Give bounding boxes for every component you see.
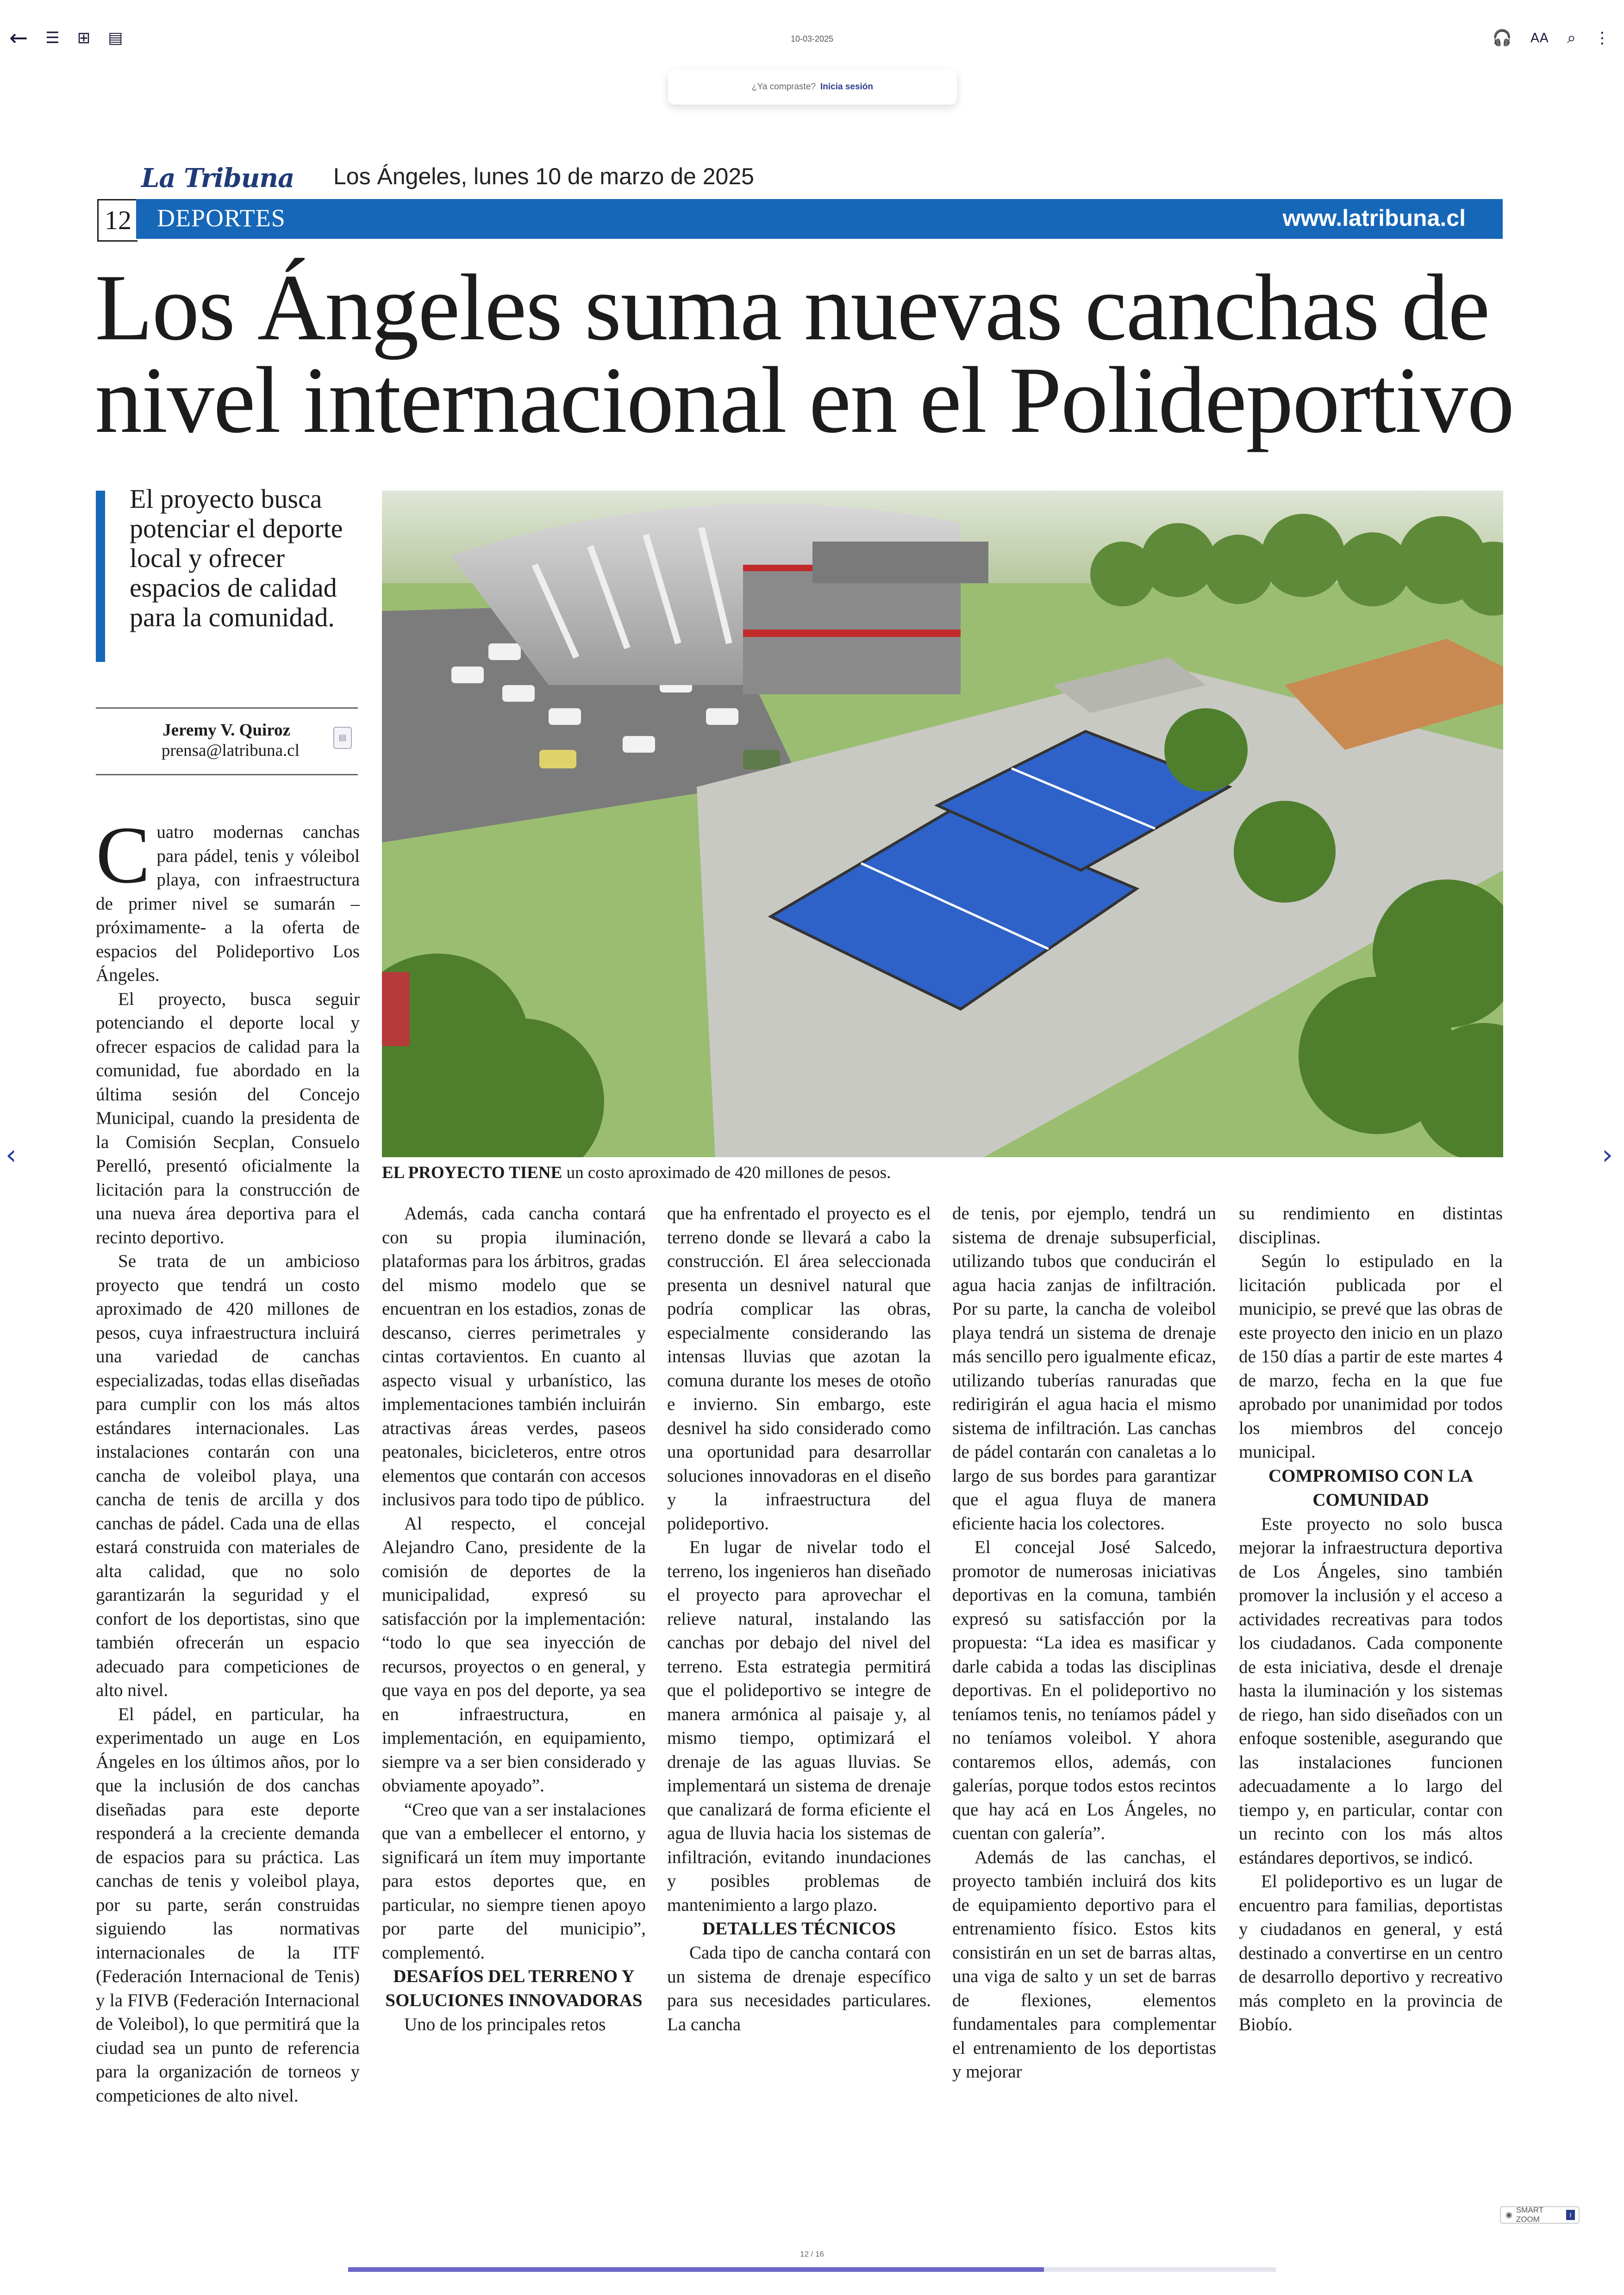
paragraph: Uno de los principales retos	[404, 2014, 606, 2034]
smart-zoom-toggle[interactable]	[1500, 2206, 1580, 2224]
login-link[interactable]: Inicia sesión	[820, 82, 874, 92]
article-column-1	[96, 810, 360, 2108]
photo-caption	[382, 1163, 1502, 1183]
sports-complex-rendering	[382, 491, 1503, 1157]
paragraph: su rendimiento en distintas disciplinas.	[1239, 1204, 1503, 1247]
byline-rule-bottom	[96, 774, 358, 775]
section-name: DEPORTES	[157, 204, 286, 232]
edition-date: 10-03-2025	[790, 34, 834, 44]
article-headline: Los Ángeles suma nuevas canchas de nivel internacional en el Polideportivo	[95, 255, 1514, 453]
caption-text: un costo aproximado de 420 millones de pesos.	[562, 1163, 891, 1182]
paragraph: El polideportivo es un lugar de encuentro para familias, deportistas y ciudadanos en general, y está destinado a convertirse en un centro de desarrollo deportivo y recreativo más completo en la provincia de Biobío.	[1239, 1871, 1503, 2034]
paragraph: En lugar de nivelar todo el terreno, los ingenieros han diseñado el proyecto para aprovechar el relieve natural, instalando las canchas por debajo del nivel del terreno. Esta estrategia permitirá que el polideportivo se integre de manera armónica al paisaje y, al mismo tiempo, optimizará el drenaje de las aguas lluvias. Se implementará un sistema de drenaje que canalizará de forma eficiente el agua de lluvia hacia los sistemas de infiltración, evitando inundaciones y posibles problemas de mantenimiento a largo plazo.	[667, 1537, 931, 1915]
section-subhead: DESAFÍOS DEL TERRENO Y SOLUCIONES INNOVADORAS	[385, 1966, 643, 2010]
list-icon[interactable]: ☰	[45, 29, 60, 47]
document-icon[interactable]: ▤	[333, 727, 352, 749]
article-column-4	[952, 1202, 1216, 2084]
paragraph: Se trata de un ambicioso proyecto que tendrá un costo aproximado de 420 millones de pesos, cuya infraestructura incluirá una variedad de canchas especializadas, todas ellas diseñadas para cumplir con los más altos estándares internacionales. Las instalaciones contarán con una cancha de voleibol playa, una cancha de tenis de arcilla y dos canchas de pádel. Cada una de ellas estará construida con materiales de alta calidad, que no solo garantizarán la seguridad y el confort de los deportistas, sino que también ofrecerán un espacio adecuado para competiciones de alto nivel.	[96, 1251, 360, 1700]
paragraph: de tenis, por ejemplo, tendrá un sistema de drenaje subsuperficial, utilizando tubos que conducirán el agua hacia zanjas de infiltración. Por su parte, la cancha de voleibol playa tendrá un sistema de drenaje más sencillo pero igualmente eficaz, utilizando tuberías ranuradas que redirigirán el agua hacia el mismo sistema de infiltración. Las canchas de pádel contarán con canaletas a lo largo de sus bordes para garantizar que el agua fluya de manera eficiente hacia los colectores.	[952, 1204, 1216, 1534]
website-url: www.latribuna.cl	[1282, 205, 1466, 231]
article-column-5	[1239, 1202, 1503, 2037]
next-page-arrow-icon[interactable]: ›	[1602, 1139, 1613, 1171]
smart-zoom-label: SMART ZOOM	[1516, 2206, 1543, 2224]
page-number: 12	[97, 199, 137, 242]
search-icon[interactable]: ⌕	[1567, 29, 1576, 47]
arrow-left-icon[interactable]: ←	[9, 25, 28, 51]
page-counter: 12 / 16	[800, 2250, 824, 2258]
paragraph: Cuatro modernas canchas para pádel, tenis y vóleibol playa, con infraestructura de primer nivel se sumarán –próximamente- a la oferta de espacios del Polideportivo Los Ángeles.	[96, 810, 360, 985]
article-deck: El proyecto busca potenciar el deporte local y ofrecer espacios de calidad para la comunidad.	[130, 484, 343, 632]
paragraph: Además de las canchas, el proyecto también incluirá dos kits de equipamiento deportivo para el entrenamiento físico. Estos kits consistirán en un set de barras altas, una viga de salto y un set de barras de flexiones, elementos fundamentales para complementar el entrenamiento de los deportistas y mejorar	[952, 1847, 1216, 2082]
paragraph: Al respecto, el concejal Alejandro Cano, presidente de la comisión de deportes de la municipalidad, expresó su satisfacción por la implementación: “todo lo que sea inyección de recursos, proyectos o en general, y que vaya en pos del deporte, ya sea en infraestructura, en implementación, en equipamiento, siempre va a ser bien considerado y obviamente apoyado”.	[382, 1513, 646, 1796]
caption-lead: EL PROYECTO TIENE	[382, 1163, 562, 1182]
paragraph: Este proyecto no solo busca mejorar la infraestructura deportiva de Los Ángeles, sino también promover la inclusión y el acceso a actividades recreativas para todos los ciudadanos. Cada componente de esta iniciativa, desde el drenaje hasta la iluminación y los sistemas de riego, han sido diseñados con un enfoque sostenible, asegurando que las instalaciones funcionen adecuadamente a lo largo del tiempo y, en particular, contar con un recinto con los más altos estándares deportivos, se indicó.	[1239, 1514, 1503, 1868]
author-name: Jeremy V. Quiroz	[162, 721, 290, 740]
section-bar	[136, 199, 1503, 239]
article-icon[interactable]: ▤	[108, 29, 123, 47]
byline-rule-top	[96, 707, 358, 709]
login-prompt: ¿Ya compraste?	[751, 82, 816, 92]
previous-page-arrow-icon[interactable]: ‹	[6, 1139, 17, 1171]
more-icon[interactable]: ⋮	[1594, 29, 1610, 47]
paragraph: Además, cada cancha contará con su propia iluminación, plataformas para los árbitros, gradas del mismo modelo que se encuentran en los estadios, zonas de descanso, cierres perimetrales y cintas cortavientos. En cuanto al aspecto visual y urbanístico, las implementaciones también incluirán atractivas áreas verdes, paseos peatonales, bicicleteros, entre otros elementos que contarán con accesos inclusivos para todo tipo de público.	[382, 1204, 646, 1509]
paragraph: Cada tipo de cancha contará con un sistema de drenaje específico para sus necesidades particulares. La cancha	[667, 1943, 931, 2034]
paragraph: El proyecto, busca seguir potenciando el deporte local y ofrecer espacios de calidad para la comunidad, fue abordado en la última sesión del Concejo Municipal, cuando la presidenta de la Comisión Secplan, Consuelo Perelló, presentó oficialmente la licitación para la construcción de una nueva área deportiva para el recinto deportivo.	[96, 989, 360, 1247]
dateline: Los Ángeles, lunes 10 de marzo de 2025	[333, 163, 754, 189]
deck-accent-bar	[96, 491, 105, 662]
paragraph: El concejal José Salcedo, promotor de numerosas iniciativas deportivas en la comuna, también expresó su satisfacción por la propuesta: “La idea es masificar y darle cabida a todas las disciplinas deportivas. En el polideportivo no teníamos tenis, no teníamos pádel y no teníamos voleibol. Y ahora contaremos ellos, además, con galerías, porque todos estos recintos que hay acá en Los Ángeles, no cuentan con galería”.	[952, 1537, 1216, 1843]
reading-progress-bar[interactable]	[348, 2267, 1276, 2272]
author-email: prensa@latribuna.cl	[161, 741, 300, 760]
article-column-2	[382, 1202, 646, 2037]
text-size-icon[interactable]: AA	[1530, 30, 1549, 45]
paragraph: Según lo estipulado en la licitación publicada por el municipio, se prevé que las obras de este proyecto den inicio en un plazo de 150 días a partir de este martes 4 de marzo, fecha en la que fue aprobado por unanimidad por todos los miembros del concejo municipal.	[1239, 1251, 1503, 1462]
login-popup	[668, 69, 957, 105]
drop-cap: C	[96, 810, 150, 900]
headphones-icon[interactable]: 🎧	[1492, 29, 1512, 47]
eye-icon: ◉	[1505, 2210, 1512, 2219]
zoom-indicator-icon: I	[1566, 2210, 1575, 2220]
paragraph: que ha enfrentado el proyecto es el terreno donde se llevará a cabo la construcción. El área seleccionada presenta un desnivel natural que podría complicar las obras, especialmente considerando las intensas lluvias que azotan la comuna durante los meses de otoño e invierno. Sin embargo, este desnivel ha sido considerado como una oportunidad para desarrollar soluciones innovadoras en el diseño y la infraestructura del polideportivo.	[667, 1204, 931, 1534]
paragraph: “Creo que van a ser instalaciones que van a embellecer el entorno, y significará un ítem muy importante para estos deportes que, en particular, no siempre tienen apoyo por parte del municipio”, complementó.	[382, 1799, 646, 1963]
newspaper-logo: La Tribuna	[141, 163, 294, 193]
article-column-3	[667, 1202, 931, 2036]
grid-icon[interactable]: ⊞	[77, 29, 91, 47]
paragraph: El pádel, en particular, ha experimentado un auge en Los Ángeles en los últimos años, por lo que la inclusión de dos canchas diseñadas para este deporte responderá a la creciente demanda de espacios para su práctica. Las canchas de tenis y voleibol playa, por su parte, serán construidas siguiendo las normativas internacionales de la ITF (Federación Internacional de Tenis) y la FIVB (Federación Internacional de Voleibol), lo que permitirá que la ciudad sea un punto de referencia para la organización de torneos y competiciones de alto nivel.	[96, 1704, 360, 2106]
section-subhead: DETALLES TÉCNICOS	[702, 1919, 896, 1939]
section-subhead: COMPROMISO CON LA COMUNIDAD	[1268, 1466, 1473, 1510]
article-photo	[382, 491, 1503, 1157]
reading-progress-fill	[348, 2267, 1044, 2272]
